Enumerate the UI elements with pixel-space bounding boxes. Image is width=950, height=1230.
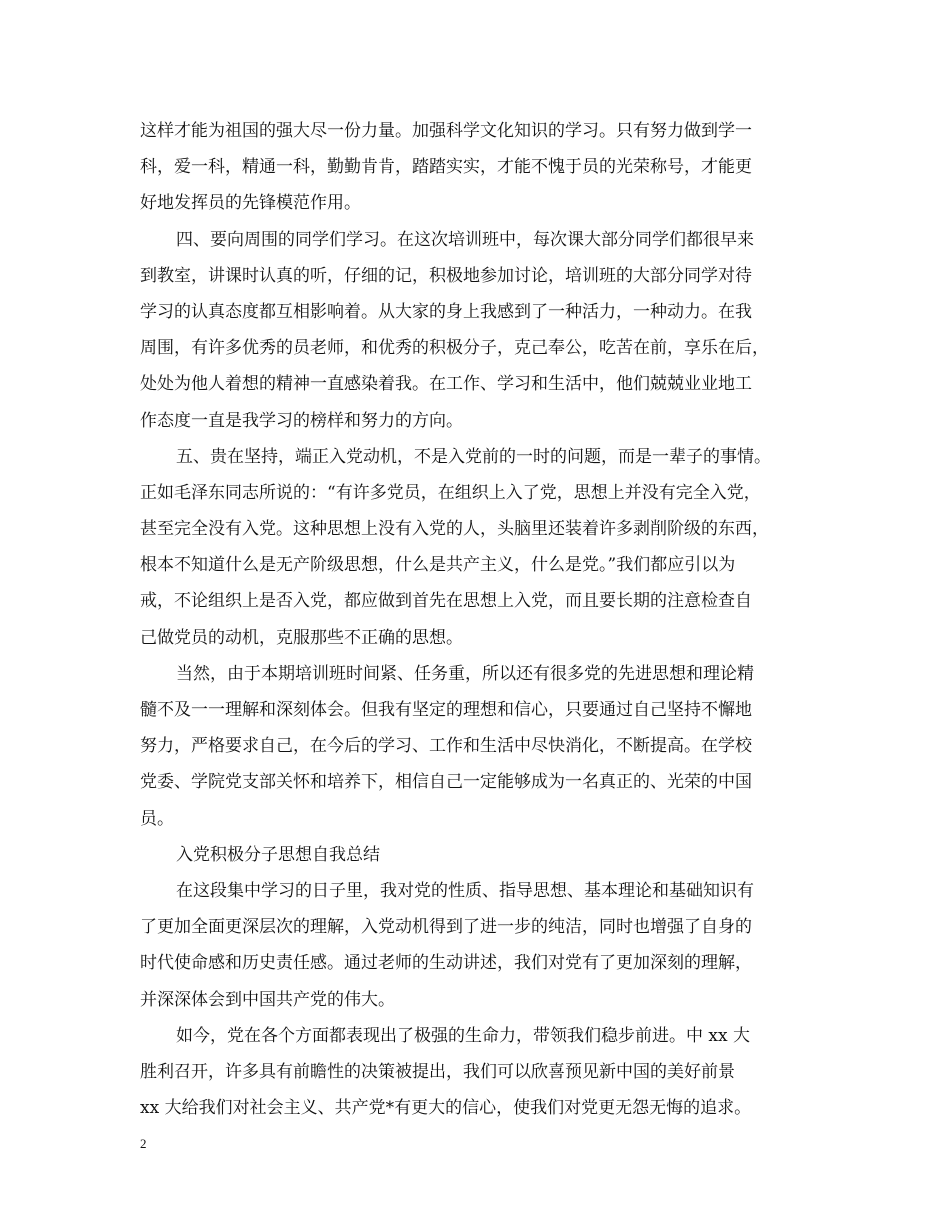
text-line-16: 当然，由于本期培训班时间紧、任务重，所以还有很多党的先进思想和理论精	[176, 663, 754, 684]
text-line-24: 时代使命感和历史责任感。通过老师的生动讲述，我们对党有了更加深刻的理解，	[140, 953, 752, 974]
text-line-18: 努力，严格要求自己，在今后的学习、工作和生活中尽快消化，不断提高。在学校	[140, 736, 752, 757]
text-line-28: xx 大给我们对社会主义、共产党*有更大的信心，使我们对党更无怨无悔的追求。	[140, 1098, 752, 1119]
document-body	[140, 113, 812, 1126]
section-heading: 入党积极分子思想自我总结	[176, 844, 380, 865]
page-number: 2	[140, 1136, 147, 1151]
text-line-1: 这样才能为祖国的强大尽一份力量。加强科学文化知识的学习。只有努力做到学一	[140, 121, 752, 141]
text-line-23: 了更加全面更深层次的理解，入党动机得到了进一步的纯洁，同时也增强了自身的	[140, 917, 752, 938]
text-line-7: 周围，有许多优秀的员老师，和优秀的积极分子，克己奉公，吃苦在前，享乐在后，	[140, 338, 769, 359]
text-line-22: 在这段集中学习的日子里，我对党的性质、指导思想、基本理论和基础知识有	[176, 880, 754, 901]
text-line-8: 处处为他人着想的精神一直感染着我。在工作、学习和生活中，他们兢兢业业地工	[140, 374, 752, 395]
text-line-3: 好地发挥员的先锋模范作用。	[140, 193, 361, 214]
text-line-12: 甚至完全没有入党。这种思想上没有入党的人，头脑里还装着许多剥削阶级的东西，	[140, 519, 769, 540]
text-line-17: 髓不及一一理解和深刻体会。但我有坚定的理想和信心，只要通过自己坚持不懈地	[140, 700, 752, 720]
text-line-25: 并深深体会到中国共产党的伟大。	[140, 989, 395, 1010]
text-line-13: 根本不知道什么是无产阶级思想，什么是共产主义，什么是党。”我们都应引以为	[140, 555, 736, 576]
text-line-19: 党委、学院党支部关怀和培养下，相信自己一定能够成为一名真正的、光荣的中国	[140, 772, 752, 793]
text-line-10: 五、贵在坚持，端正入党动机，不是入党前的一时的问题，而是一辈子的事情。	[176, 446, 771, 467]
text-line-15: 己做党员的动机，克服那些不正确的思想。	[140, 627, 463, 648]
text-line-27: 胜利召开，许多具有前瞻性的决策被提出，我们可以欣喜预见新中国的美好前景	[140, 1061, 735, 1082]
text-line-20: 员。	[140, 808, 174, 829]
text-line-26: 如今，党在各个方面都表现出了极强的生命力，带领我们稳步前进。中 xx 大	[176, 1025, 750, 1046]
text-line-6: 学习的认真态度都互相影响着。从大家的身上我感到了一种活力，一种动力。在我	[140, 301, 752, 322]
text-line-2: 科，爱一科，精通一科，勤勤肯肯，踏踏实实，才能不愧于员的光荣称号，才能更	[140, 157, 752, 178]
text-line-14: 戒，不论组织上是否入党，都应做到首先在思想上入党，而且要长期的注意检查自	[140, 591, 752, 612]
text-line-9: 作态度一直是我学习的榜样和努力的方向。	[140, 410, 463, 431]
text-line-4: 四、要向周围的同学们学习。在这次培训班中，每次课大部分同学们都很早来	[176, 229, 754, 250]
text-line-11: 正如毛泽东同志所说的：“有许多党员，在组织上入了党，思想上并没有完全入党，	[140, 482, 761, 503]
text-line-5: 到教室，讲课时认真的听，仔细的记，积极地参加讨论，培训班的大部分同学对待	[140, 265, 752, 286]
